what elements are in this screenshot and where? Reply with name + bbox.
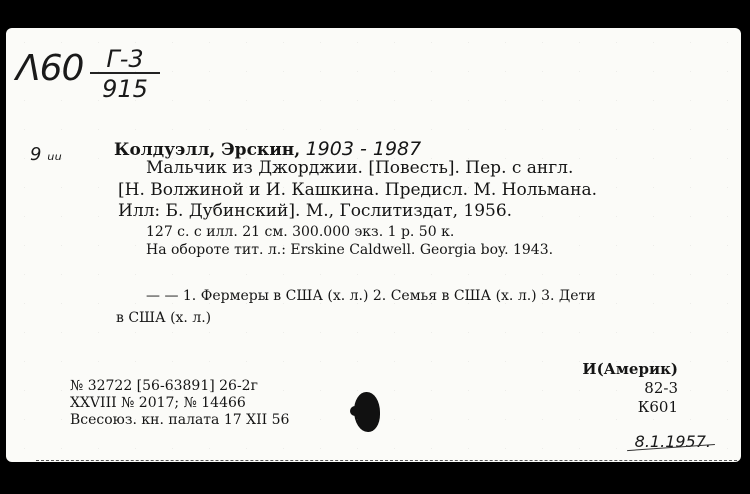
translators-line: [Н. Волжиной и И. Кашкина. Предисл. М. Нольмана. xyxy=(118,180,598,200)
shelf-mark xyxy=(90,46,160,104)
registry-line: № 32722 [56-63891] 26-2г xyxy=(70,378,258,394)
card-bottom-rule xyxy=(36,460,737,461)
catalog-card xyxy=(6,28,741,462)
publication-line: Илл: Б. Дубинский]. М., Гослитиздат, 1956. xyxy=(118,201,513,221)
author-mark: К601 xyxy=(637,398,678,416)
subjects-line-1: — — 1. Фермеры в США (х. л.) 2. Семья в США (х. л.) 3. Дети xyxy=(146,288,596,304)
corner-date-note: 8.1.1957. xyxy=(634,432,711,451)
title-line: Мальчик из Джорджии. [Повесть]. Пер. с англ. xyxy=(146,158,574,178)
shelf-mark-top: Г-3 xyxy=(90,46,160,74)
classification-code: И(Америк) xyxy=(582,360,678,378)
registry-block xyxy=(70,378,289,429)
classification-block xyxy=(582,360,678,417)
shelf-mark-bottom: 915 xyxy=(102,75,148,103)
registry-line: Всесоюз. кн. палата 17 XII 56 xyxy=(70,412,290,428)
classification-number: 82-3 xyxy=(644,379,678,397)
original-title-note: На обороте тит. л.: Erskine Caldwell. Georgia boy. 1943. xyxy=(146,242,554,258)
author-years: 1903 - 1987 xyxy=(305,138,422,160)
registry-line: XXVIII № 2017; № 14466 xyxy=(70,395,246,411)
physical-description: 127 с. с илл. 21 см. 300.000 экз. 1 р. 50 к. xyxy=(146,224,455,240)
author-line xyxy=(114,138,421,160)
margin-note: 9 ᵤᵤ xyxy=(30,144,62,165)
subjects-line-2: в США (х. л.) xyxy=(116,310,212,326)
author-name: Колдуэлл, Эрскин, xyxy=(114,140,301,160)
ink-blot xyxy=(354,392,380,432)
call-number: Λ60 xyxy=(16,48,84,89)
